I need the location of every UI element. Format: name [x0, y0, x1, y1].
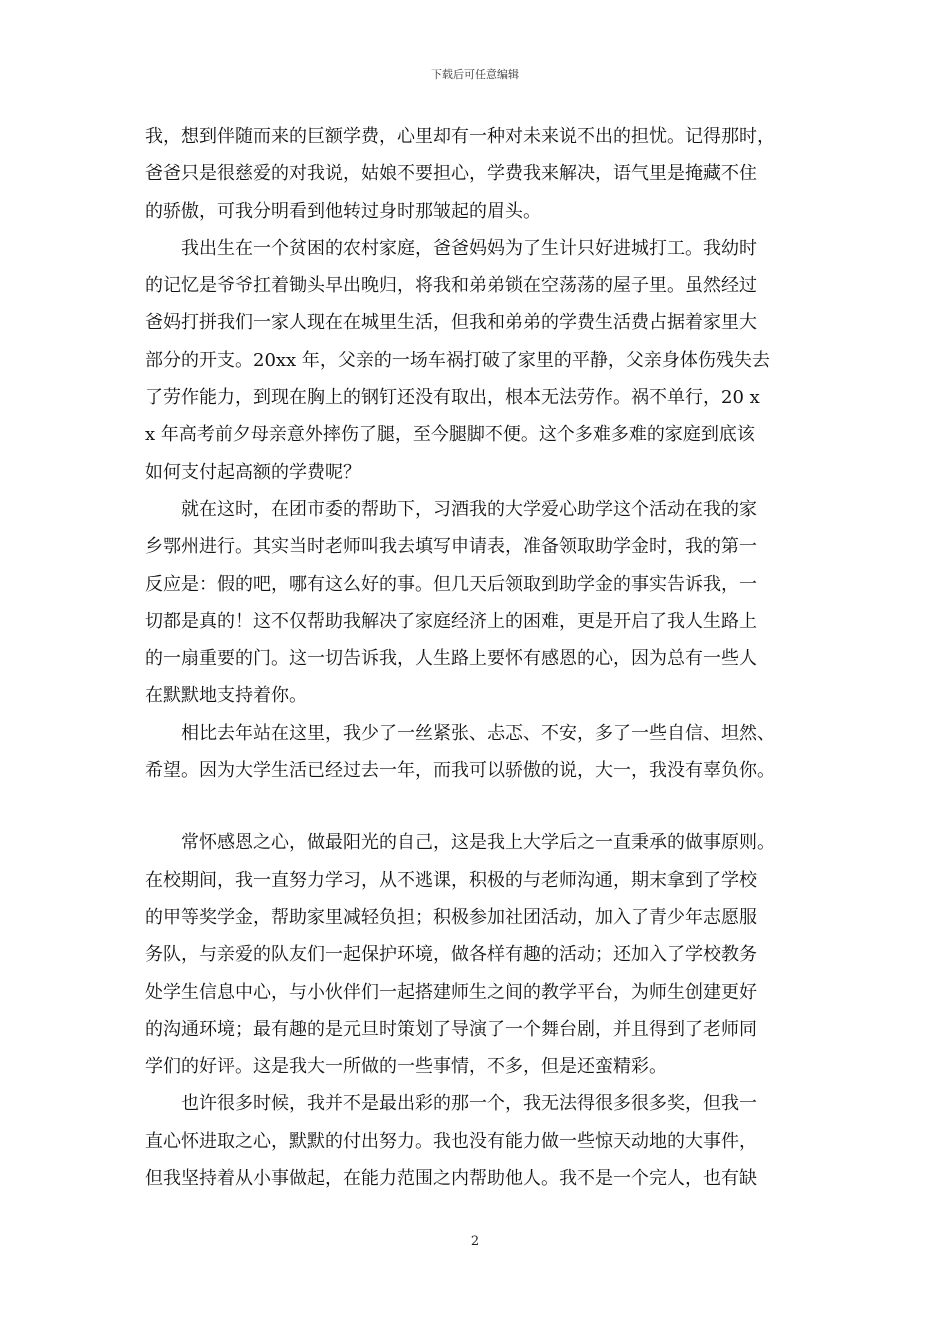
text-line: 在校期间，我一直努力学习，从不逃课，积极的与老师沟通，期末拿到了学校: [145, 869, 757, 891]
text-line: 爸爸只是很慈爱的对我说，姑娘不要担心，学费我来解决，语气里是掩藏不住: [145, 163, 757, 185]
text-line: 务队，与亲爱的队友们一起保护环境，做各样有趣的活动；还加入了学校教务: [145, 944, 757, 966]
text-line: 也许很多时候，我并不是最出彩的那一个，我无法得很多很多奖，但我一: [181, 1093, 757, 1115]
text-line: 就在这时，在团市委的帮助下，习酒我的大学爱心助学这个活动在我的家: [181, 498, 757, 520]
page-header: 下载后可任意编辑: [431, 68, 519, 81]
paragraph: [145, 118, 805, 230]
paragraph: [145, 1085, 805, 1197]
text-line: 爸妈打拼我们一家人现在在城里生活，但我和弟弟的学费生活费占据着家里大: [145, 312, 757, 334]
paragraph: [145, 715, 805, 790]
text-line: 但我坚持着从小事做起，在能力范围之内帮助他人。我不是一个完人，也有缺: [145, 1168, 757, 1190]
page-number: 2: [470, 1234, 480, 1249]
body-text: [145, 118, 805, 1197]
text-line: 我出生在一个贫困的农村家庭，爸爸妈妈为了生计只好进城打工。我幼时: [181, 237, 757, 259]
text-line: 我，想到伴随而来的巨额学费，心里却有一种对未来说不出的担忧。记得那时，: [145, 126, 775, 147]
text-line: 反应是：假的吧，哪有这么好的事。但几天后领取到助学金的事实告诉我，一: [145, 573, 757, 595]
text-line: 相比去年站在这里，我少了一丝紧张、忐忑、不安，多了一些自信、坦然、: [181, 722, 775, 744]
text-line: 直心怀进取之心，默默的付出努力。我也没有能力做一些惊天动地的大事件，: [145, 1130, 757, 1152]
paragraph: [145, 824, 805, 1085]
paragraph-gap: [145, 789, 805, 824]
text-line: 处学生信息中心，与小伙伴们一起搭建师生之间的教学平台，为师生创建更好: [145, 981, 757, 1003]
text-line: 在默默地支持着你。: [145, 685, 307, 707]
paragraph: [145, 230, 805, 491]
text-line: 的沟通环境；最有趣的是元旦时策划了导演了一个舞台剧，并且得到了老师同: [145, 1018, 757, 1040]
text-line: 了劳作能力，到现在胸上的钢钉还没有取出，根本无法劳作。祸不单行，20 x: [145, 387, 760, 409]
text-line: 希望。因为大学生活已经过去一年，而我可以骄傲的说，大一，我没有辜负你。: [145, 760, 775, 782]
text-line: x 年高考前夕母亲意外摔伤了腿，至今腿脚不便。这个多难多难的家庭到底该: [145, 424, 755, 446]
text-line: 乡鄂州进行。其实当时老师叫我去填写申请表，准备领取助学金时，我的第一: [145, 536, 757, 558]
paragraph: [145, 491, 805, 715]
text-line: 的骄傲，可我分明看到他转过身时那皱起的眉头。: [145, 200, 541, 222]
text-line: 常怀感恩之心，做最阳光的自己，这是我上大学后之一直秉承的做事原则。: [181, 832, 775, 854]
text-line: 学们的好评。这是我大一所做的一些事情，不多，但是还蛮精彩。: [145, 1056, 667, 1078]
text-line: 部分的开支。20xx 年，父亲的一场车祸打破了家里的平静，父亲身体伤残失去: [145, 349, 770, 371]
text-line: 的一扇重要的门。这一切告诉我，人生路上要怀有感恩的心，因为总有一些人: [145, 648, 757, 670]
text-line: 如何支付起高额的学费呢？: [145, 461, 361, 483]
text-line: 的甲等奖学金，帮助家里减轻负担；积极参加社团活动，加入了青少年志愿服: [145, 906, 757, 928]
text-line: 切都是真的！这不仅帮助我解决了家庭经济上的困难，更是开启了我人生路上: [145, 610, 757, 632]
text-line: 的记忆是爷爷扛着锄头早出晚归，将我和弟弟锁在空荡荡的屋子里。虽然经过: [145, 275, 757, 297]
